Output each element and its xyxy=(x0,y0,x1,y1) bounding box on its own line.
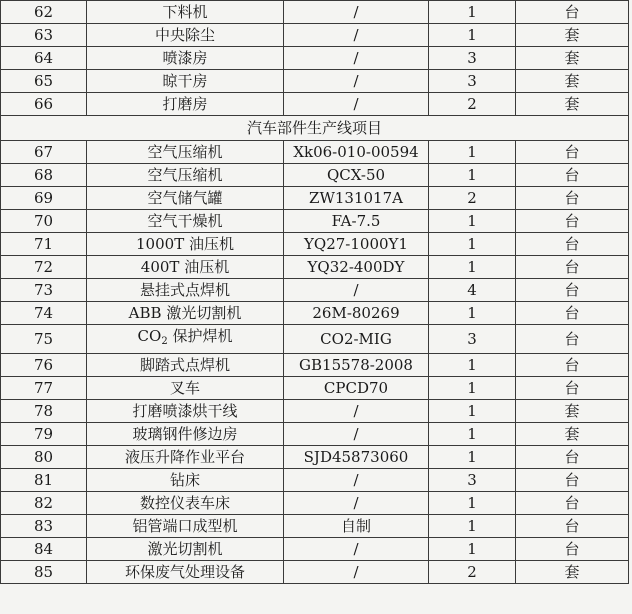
equipment-model: QCX-50 xyxy=(284,164,429,187)
equipment-quantity: 1 xyxy=(429,538,516,561)
equipment-model: / xyxy=(284,93,429,116)
row-number: 77 xyxy=(1,377,87,400)
table-row xyxy=(1,70,629,93)
section-title: 汽车部件生产线项目 xyxy=(1,116,629,141)
row-number: 71 xyxy=(1,233,87,256)
table-row xyxy=(1,24,629,47)
section-row xyxy=(1,116,629,141)
table-row xyxy=(1,1,629,24)
equipment-name: 喷漆房 xyxy=(87,47,284,70)
equipment-quantity: 1 xyxy=(429,492,516,515)
equipment-model: / xyxy=(284,561,429,584)
row-number: 76 xyxy=(1,354,87,377)
equipment-model: / xyxy=(284,47,429,70)
table-row xyxy=(1,93,629,116)
equipment-quantity: 1 xyxy=(429,302,516,325)
equipment-quantity: 1 xyxy=(429,377,516,400)
equipment-unit: 套 xyxy=(516,24,629,47)
equipment-unit: 台 xyxy=(516,538,629,561)
table-row xyxy=(1,469,629,492)
row-number: 75 xyxy=(1,325,87,354)
table-row xyxy=(1,210,629,233)
equipment-name: 1000T 油压机 xyxy=(87,233,284,256)
equipment-quantity: 1 xyxy=(429,1,516,24)
equipment-unit: 台 xyxy=(516,354,629,377)
equipment-name: 空气压缩机 xyxy=(87,164,284,187)
equipment-unit: 台 xyxy=(516,325,629,354)
equipment-quantity: 1 xyxy=(429,210,516,233)
row-number: 70 xyxy=(1,210,87,233)
table-row xyxy=(1,256,629,279)
equipment-name: 数控仪表车床 xyxy=(87,492,284,515)
equipment-name: 下料机 xyxy=(87,1,284,24)
table-row xyxy=(1,233,629,256)
equipment-unit: 套 xyxy=(516,47,629,70)
table-row xyxy=(1,538,629,561)
equipment-unit: 台 xyxy=(516,164,629,187)
equipment-model: GB15578-2008 xyxy=(284,354,429,377)
equipment-quantity: 3 xyxy=(429,469,516,492)
equipment-model: SJD45873060 xyxy=(284,446,429,469)
table-row xyxy=(1,561,629,584)
table-row xyxy=(1,279,629,302)
equipment-unit: 台 xyxy=(516,302,629,325)
equipment-name: 400T 油压机 xyxy=(87,256,284,279)
equipment-model: Xk06-010-00594 xyxy=(284,141,429,164)
equipment-name: 打磨房 xyxy=(87,93,284,116)
equipment-quantity: 1 xyxy=(429,515,516,538)
equipment-name: 铝管端口成型机 xyxy=(87,515,284,538)
equipment-quantity: 1 xyxy=(429,164,516,187)
equipment-quantity: 2 xyxy=(429,561,516,584)
row-number: 65 xyxy=(1,70,87,93)
equipment-model: / xyxy=(284,400,429,423)
equipment-quantity: 1 xyxy=(429,141,516,164)
equipment-unit: 台 xyxy=(516,187,629,210)
row-number: 84 xyxy=(1,538,87,561)
equipment-unit: 台 xyxy=(516,377,629,400)
equipment-name: 激光切割机 xyxy=(87,538,284,561)
table-row xyxy=(1,377,629,400)
equipment-model: 26M-80269 xyxy=(284,302,429,325)
equipment-model: / xyxy=(284,279,429,302)
row-number: 73 xyxy=(1,279,87,302)
equipment-unit: 台 xyxy=(516,256,629,279)
row-number: 74 xyxy=(1,302,87,325)
equipment-unit: 台 xyxy=(516,141,629,164)
equipment-quantity: 2 xyxy=(429,187,516,210)
equipment-unit: 套 xyxy=(516,93,629,116)
equipment-model: / xyxy=(284,423,429,446)
equipment-quantity: 2 xyxy=(429,93,516,116)
equipment-name: 晾干房 xyxy=(87,70,284,93)
equipment-model: FA-7.5 xyxy=(284,210,429,233)
row-number: 80 xyxy=(1,446,87,469)
row-number: 81 xyxy=(1,469,87,492)
equipment-quantity: 3 xyxy=(429,70,516,93)
equipment-quantity: 1 xyxy=(429,446,516,469)
equipment-name: 玻璃钢件修边房 xyxy=(87,423,284,446)
equipment-name: 叉车 xyxy=(87,377,284,400)
table-row xyxy=(1,446,629,469)
equipment-model: CO2-MIG xyxy=(284,325,429,354)
equipment-model: YQ27-1000Y1 xyxy=(284,233,429,256)
equipment-unit: 台 xyxy=(516,279,629,302)
row-number: 78 xyxy=(1,400,87,423)
name-suffix: 保护焊机 xyxy=(167,327,233,345)
equipment-model: CPCD70 xyxy=(284,377,429,400)
equipment-quantity: 4 xyxy=(429,279,516,302)
equipment-unit: 台 xyxy=(516,446,629,469)
equipment-quantity: 1 xyxy=(429,400,516,423)
equipment-quantity: 3 xyxy=(429,47,516,70)
table-row xyxy=(1,515,629,538)
equipment-model: / xyxy=(284,538,429,561)
row-number: 72 xyxy=(1,256,87,279)
equipment-unit: 台 xyxy=(516,469,629,492)
equipment-unit: 台 xyxy=(516,492,629,515)
table-row xyxy=(1,354,629,377)
table-row xyxy=(1,187,629,210)
row-number: 69 xyxy=(1,187,87,210)
name-prefix: CO xyxy=(137,327,162,345)
equipment-table-body xyxy=(1,1,629,584)
equipment-model: / xyxy=(284,70,429,93)
equipment-quantity: 1 xyxy=(429,354,516,377)
equipment-name: 空气储气罐 xyxy=(87,187,284,210)
table-row xyxy=(1,141,629,164)
row-number: 79 xyxy=(1,423,87,446)
equipment-name xyxy=(87,325,284,354)
row-number: 85 xyxy=(1,561,87,584)
table-row xyxy=(1,47,629,70)
equipment-model: / xyxy=(284,469,429,492)
equipment-name: 打磨喷漆烘干线 xyxy=(87,400,284,423)
row-number: 67 xyxy=(1,141,87,164)
equipment-name: 悬挂式点焊机 xyxy=(87,279,284,302)
equipment-quantity: 1 xyxy=(429,423,516,446)
table-row xyxy=(1,400,629,423)
equipment-name: 空气干燥机 xyxy=(87,210,284,233)
equipment-model: ZW131017A xyxy=(284,187,429,210)
row-number: 62 xyxy=(1,1,87,24)
table-row xyxy=(1,492,629,515)
equipment-unit: 台 xyxy=(516,515,629,538)
equipment-quantity: 1 xyxy=(429,256,516,279)
row-number: 82 xyxy=(1,492,87,515)
equipment-name: 脚踏式点焊机 xyxy=(87,354,284,377)
table-row xyxy=(1,302,629,325)
equipment-name: 液压升降作业平台 xyxy=(87,446,284,469)
row-number: 64 xyxy=(1,47,87,70)
table-row xyxy=(1,423,629,446)
equipment-unit: 台 xyxy=(516,1,629,24)
row-number: 83 xyxy=(1,515,87,538)
equipment-unit: 台 xyxy=(516,210,629,233)
equipment-quantity: 1 xyxy=(429,233,516,256)
equipment-unit: 套 xyxy=(516,423,629,446)
equipment-model: / xyxy=(284,492,429,515)
equipment-unit: 套 xyxy=(516,561,629,584)
equipment-name: 中央除尘 xyxy=(87,24,284,47)
equipment-quantity: 3 xyxy=(429,325,516,354)
table-row xyxy=(1,164,629,187)
equipment-name: 空气压缩机 xyxy=(87,141,284,164)
equipment-model: 自制 xyxy=(284,515,429,538)
equipment-name: 环保废气处理设备 xyxy=(87,561,284,584)
equipment-model: / xyxy=(284,24,429,47)
name-subscript: 2 xyxy=(161,336,168,347)
equipment-model: YQ32-400DY xyxy=(284,256,429,279)
row-number: 68 xyxy=(1,164,87,187)
equipment-unit: 台 xyxy=(516,233,629,256)
equipment-name: 钻床 xyxy=(87,469,284,492)
row-number: 66 xyxy=(1,93,87,116)
equipment-unit: 套 xyxy=(516,400,629,423)
equipment-quantity: 1 xyxy=(429,24,516,47)
equipment-unit: 套 xyxy=(516,70,629,93)
equipment-model: / xyxy=(284,1,429,24)
equipment-name: ABB 激光切割机 xyxy=(87,302,284,325)
row-number: 63 xyxy=(1,24,87,47)
table-row xyxy=(1,325,629,354)
